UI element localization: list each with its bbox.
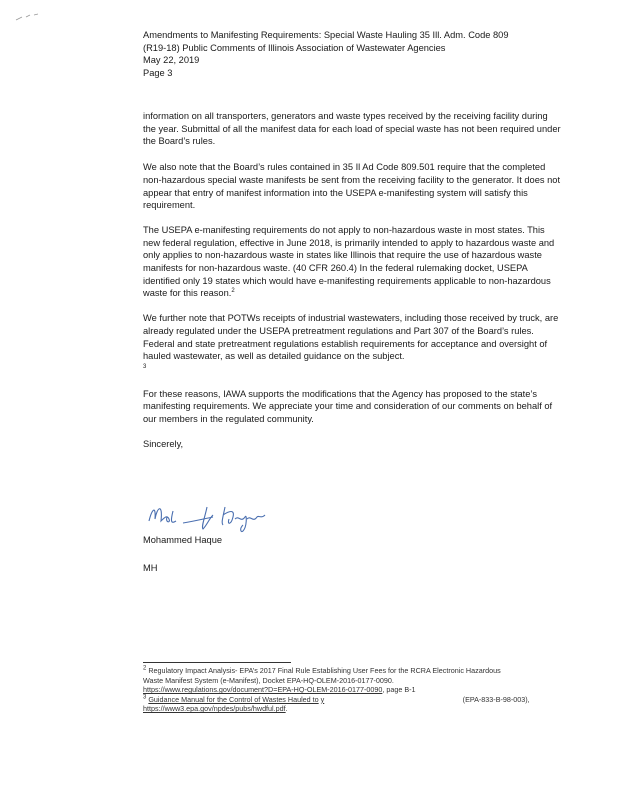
footnote-3-link-line	[143, 704, 568, 714]
header-date: May 22, 2019	[143, 55, 200, 66]
footnotes	[143, 666, 568, 714]
footnote-2-tail: , page B-1	[382, 685, 416, 695]
handwritten-signature	[143, 497, 283, 537]
footnote-3-gap	[321, 695, 461, 705]
footnote-ref-2[interactable]: 2	[231, 288, 235, 295]
header-title-line1: Amendments to Manifesting Requirements: Special Waste Hauling 35 Ill. Adm. Code 809	[143, 30, 509, 40]
document-body	[143, 110, 563, 462]
footnote-3-number: 3	[143, 694, 147, 701]
paragraph-2: We also note that the Board’s rules contained in 35 Il Ad Code 809.501 require that the completed non-hazardous special waste manifests be sent from the receiving facility to the generator. It does not appear that entry of manifest information into the USEPA e-manifesting system will satisfy this requirement.	[143, 162, 561, 211]
footnote-3-url[interactable]: https://www3.epa.gov/npdes/pubs/hwdful.pdf	[143, 704, 286, 714]
document-header	[143, 29, 563, 79]
footnote-3-tail: .	[285, 704, 288, 714]
paragraph-1: information on all transporters, generators and waste types received by the receiving facility during the year. Submittal of all the manifest data for each load of special waste has not been required under the Board’s rules.	[143, 111, 561, 147]
footnote-3	[143, 695, 568, 705]
paragraph-4	[143, 312, 563, 376]
footnote-2-url[interactable]: https://www.regulations.gov/document?D=EPA-HQ-OLEM-2016-0177-0090	[143, 685, 383, 695]
paragraph-3	[143, 224, 563, 300]
paragraph-3-text: The USEPA e-manifesting requirements do not apply to non-hazardous waste in most states. This new federal regulation, effective in June 2018, is primarily intended to apply to hazardous waste and only applies to non-hazardous waste in states like Illinois that require the use of hazardous waste manifests for non-hazardous waste. (40 CFR 260.4) In the federal rulemaking docket, USEPA identified only 19 states which would have e-manifesting requirements applicable to non-hazardous waste for this reason.	[143, 224, 555, 299]
signer-name: Mohammed Haque	[143, 535, 223, 545]
footnote-3-title: Guidance Manual for the Control of Wastes Hauled to	[148, 694, 319, 704]
footnote-2-link-line	[143, 685, 568, 695]
header-page-number: Page 3	[143, 67, 173, 78]
footnote-2-line2: Waste Manifest System (e-Manifest), Docket EPA-HQ-OLEM-2016-0177-0090.	[143, 675, 394, 685]
footnote-2-text: Regulatory Impact Analysis- EPA’s 2017 Final Rule Establishing User Fees for the RCRA Electronic Hazardous	[148, 666, 501, 675]
closing-salutation: Sincerely,	[143, 438, 184, 449]
footnote-2	[143, 666, 568, 676]
footnote-2-number: 2	[143, 665, 147, 672]
paragraph-5: For these reasons, IAWA supports the modifications that the Agency has proposed to the state’s manifesting requirements. We appreciate your time and consideration of our comments on behalf of our members in the regulated community.	[143, 388, 553, 425]
paragraph-4-text: We further note that POTWs receipts of industrial wastewaters, including those received by truck, are already regulated under the USEPA pretreatment regulations and Part 307 of the Board’s rules. Federal and state pretreatment regulations establish requirements for acceptance and oversight of hauled wastewater, as well as detailed guidance on the subject.	[143, 313, 559, 362]
header-title-line2: (R19-18) Public Comments of Illinois Association of Wastewater Agencies	[143, 42, 446, 53]
footnote-ref-3[interactable]: 3	[143, 363, 147, 370]
scan-mark-icon	[14, 12, 44, 22]
footnote-3-code: (EPA-833-B-98-003),	[462, 694, 530, 704]
footnote-separator	[143, 662, 291, 663]
footnote-3-mid: y	[320, 694, 325, 704]
signer-initials: MH	[143, 563, 158, 573]
